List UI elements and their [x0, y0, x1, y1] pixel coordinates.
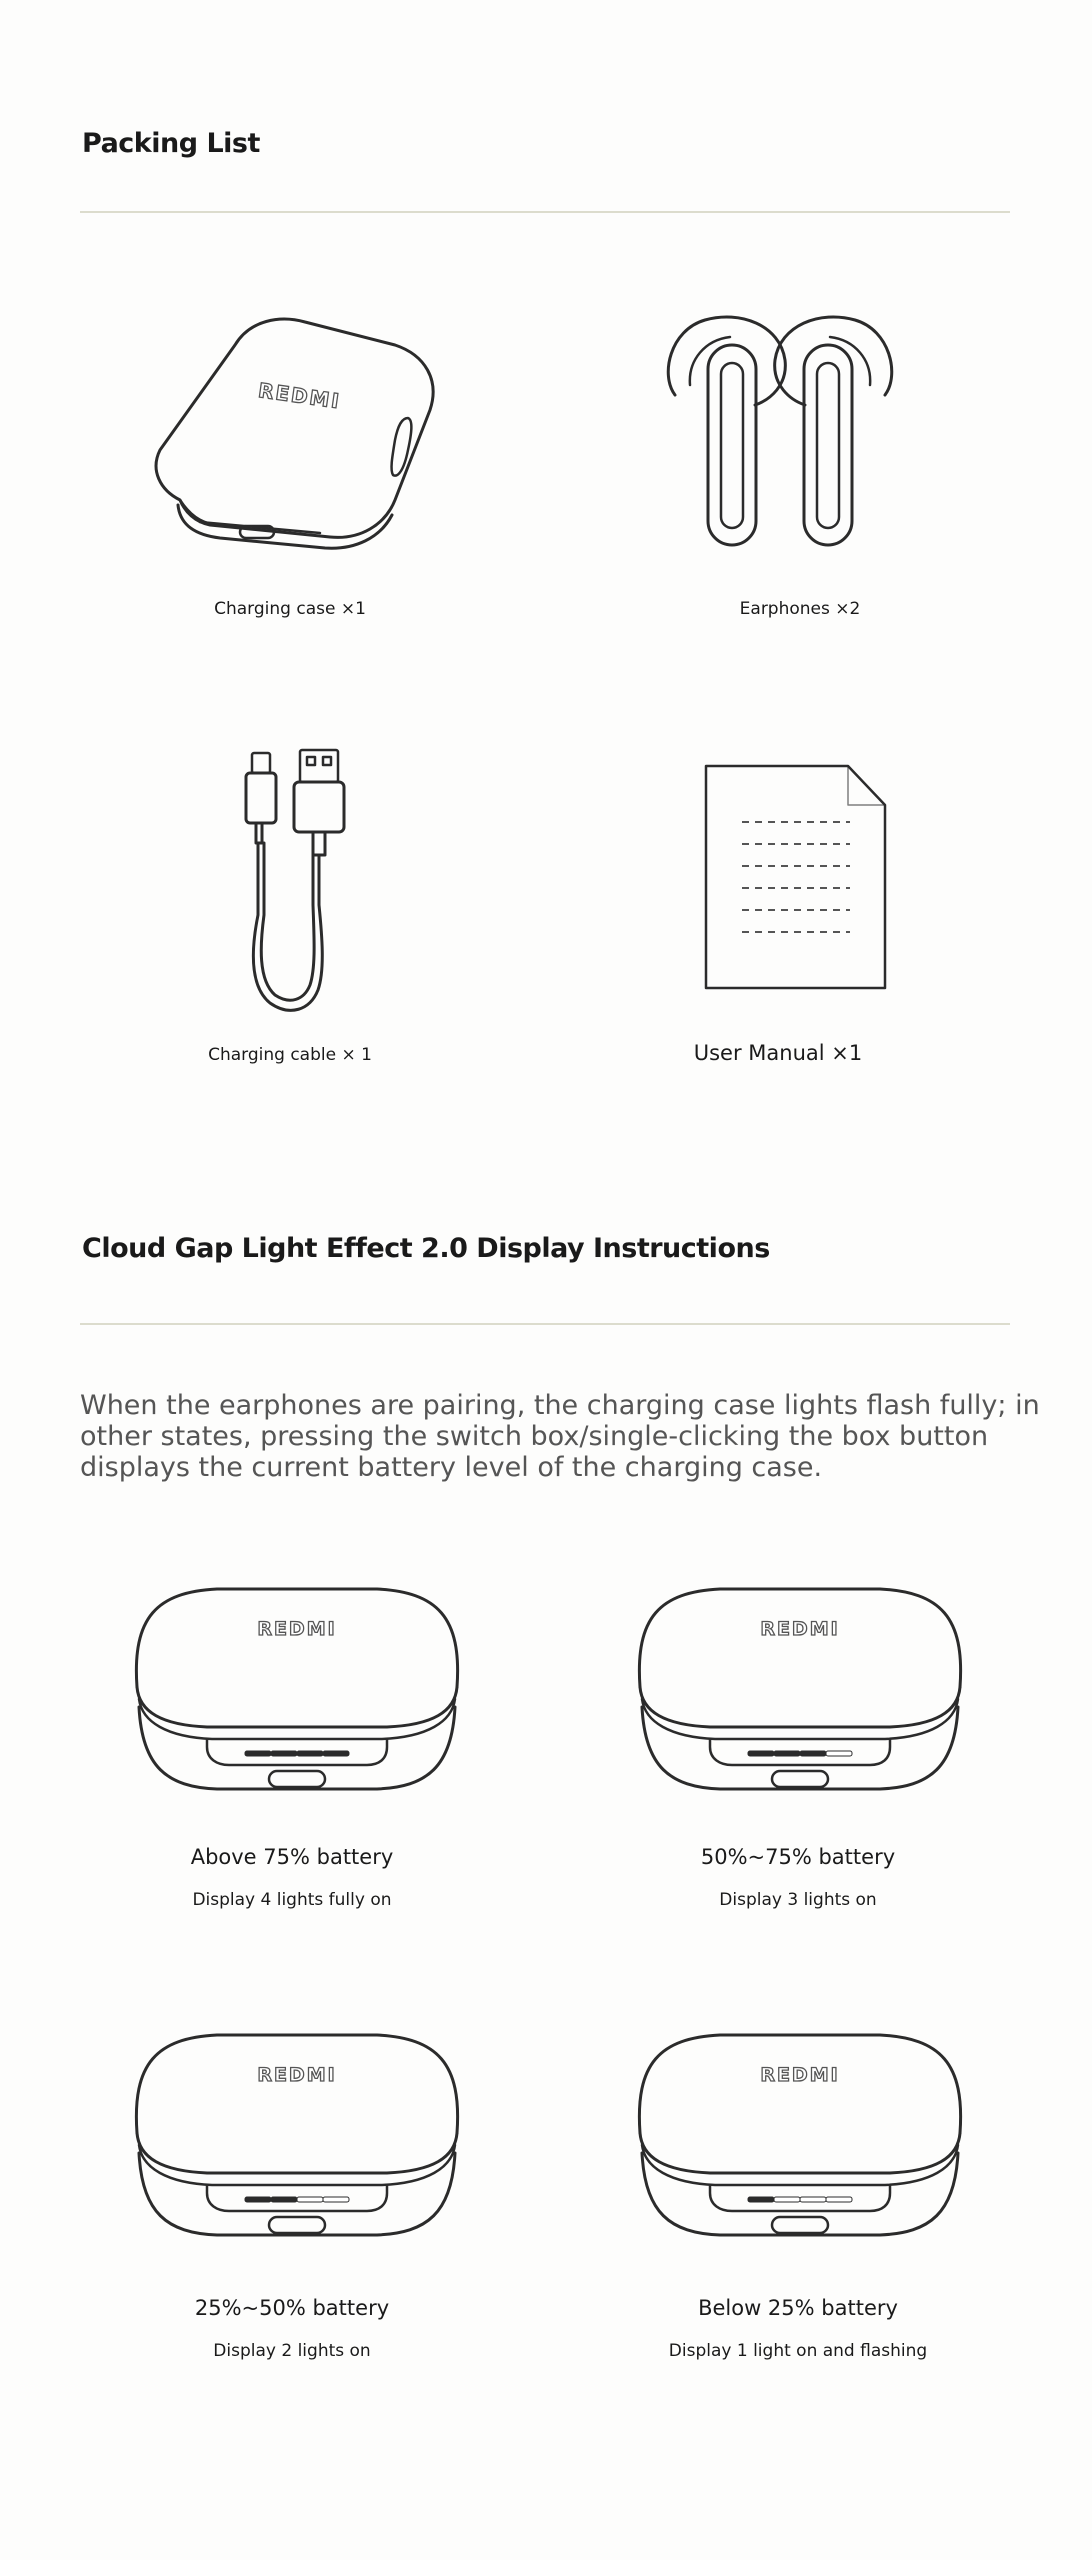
state-3-battery-label: 25%~50% battery — [194, 2296, 390, 2320]
indicator-light — [297, 1751, 323, 1756]
charging-cable-label: Charging cable × 1 — [208, 1045, 372, 1065]
indicator-light — [800, 2197, 826, 2202]
case-one-light-image — [630, 2023, 970, 2243]
earphones-label: Earphones ×2 — [739, 599, 861, 619]
charging-cable-icon — [230, 745, 360, 1020]
indicator-light — [748, 1751, 774, 1756]
indicator-light — [774, 2197, 800, 2202]
state-1-battery-label: Above 75% battery — [190, 1845, 394, 1869]
case-two-lights-image — [127, 2023, 467, 2243]
earphones-icon — [650, 305, 950, 555]
indicator-light — [271, 1751, 297, 1756]
state-2-display-label: Display 3 lights on — [719, 1890, 877, 1910]
svg-text:REDMI: REDMI — [257, 1618, 337, 1640]
indicator-light — [323, 2197, 349, 2202]
svg-text:REDMI: REDMI — [256, 378, 343, 414]
light-effect-divider — [80, 1323, 1010, 1325]
indicator-light — [323, 1751, 349, 1756]
light-effect-title: Cloud Gap Light Effect 2.0 Display Instructions — [82, 1233, 770, 1264]
svg-text:REDMI: REDMI — [760, 2064, 840, 2086]
packing-list-divider — [80, 211, 1010, 213]
case-three-lights-image — [630, 1577, 970, 1797]
user-manual-label: User Manual ×1 — [693, 1041, 863, 1065]
indicator-light — [774, 1751, 800, 1756]
indicator-light — [245, 2197, 271, 2202]
state-4-display-label: Display 1 light on and flashing — [668, 2341, 928, 2361]
indicator-light — [800, 1751, 826, 1756]
case-full-battery-image — [127, 1577, 467, 1797]
indicator-light — [826, 1751, 852, 1756]
packing-list-title: Packing List — [82, 128, 260, 159]
state-3-display-label: Display 2 lights on — [213, 2341, 371, 2361]
light-effect-intro: When the earphones are pairing, the charging case lights flash fully; in other states, pressing the switch box/single-clicking the box button displays the current battery level of the charging case. — [80, 1390, 1040, 1483]
indicator-light — [271, 2197, 297, 2202]
indicator-light — [826, 2197, 852, 2202]
indicator-light — [748, 2197, 774, 2202]
svg-text:REDMI: REDMI — [257, 2064, 337, 2086]
indicator-light — [245, 1751, 271, 1756]
state-1-display-label: Display 4 lights fully on — [192, 1890, 392, 1910]
charging-case-icon — [140, 300, 450, 560]
state-2-battery-label: 50%~75% battery — [700, 1845, 896, 1869]
svg-text:REDMI: REDMI — [760, 1618, 840, 1640]
indicator-light — [297, 2197, 323, 2202]
charging-case-label: Charging case ×1 — [214, 599, 366, 619]
state-4-battery-label: Below 25% battery — [698, 2296, 898, 2320]
user-manual-icon — [700, 760, 890, 995]
